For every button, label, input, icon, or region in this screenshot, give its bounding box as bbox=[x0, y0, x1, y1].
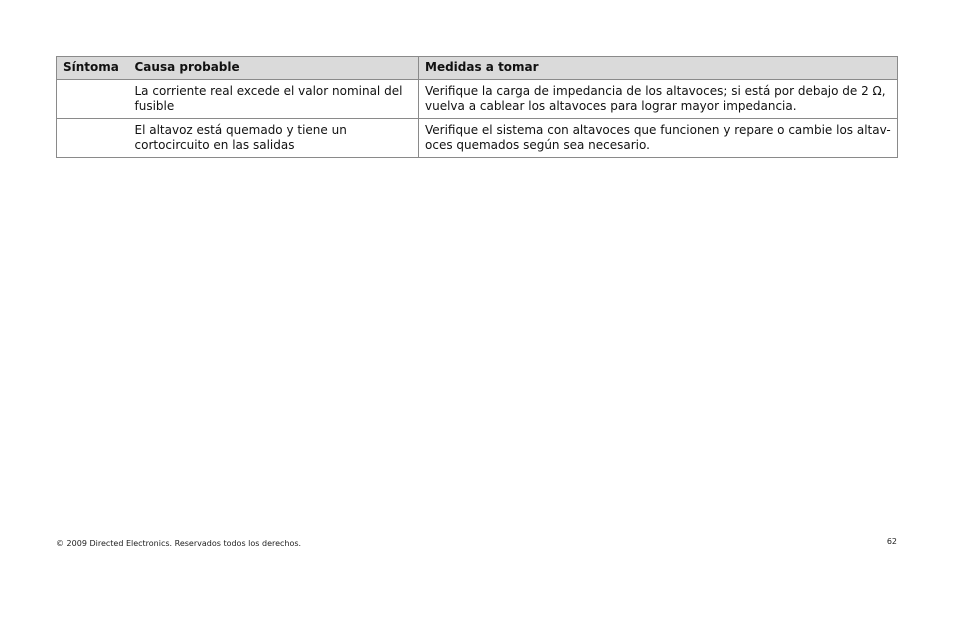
cell-action: Verifique la carga de impedancia de los altavoces; si está por debajo de 2 Ω, vuelva a cablear los altavoces para lograr mayor impedancia. bbox=[419, 80, 898, 119]
cell-cause: La corriente real excede el valor nominal del fusible bbox=[129, 80, 419, 119]
table-header bbox=[57, 57, 898, 80]
table-header-row bbox=[57, 57, 898, 80]
page-number: 62 bbox=[886, 537, 897, 546]
header-cause: Causa probable bbox=[129, 57, 419, 80]
header-symptom: Síntoma bbox=[57, 57, 129, 80]
troubleshooting-table bbox=[56, 56, 898, 158]
cell-symptom bbox=[57, 80, 129, 119]
cell-cause: El altavoz está quemado y tiene un cortocircuito en las salidas bbox=[129, 119, 419, 158]
cell-symptom bbox=[57, 119, 129, 158]
table-row bbox=[57, 119, 898, 158]
table-row bbox=[57, 80, 898, 119]
table-body bbox=[57, 80, 898, 158]
footer-copyright: © 2009 Directed Electronics. Reservados todos los derechos. bbox=[56, 539, 302, 548]
header-action: Medidas a tomar bbox=[419, 57, 898, 80]
cell-action: Verifique el sistema con altavoces que funcionen y repare o cambie los altav-oces quemados según sea necesario. bbox=[419, 119, 898, 158]
